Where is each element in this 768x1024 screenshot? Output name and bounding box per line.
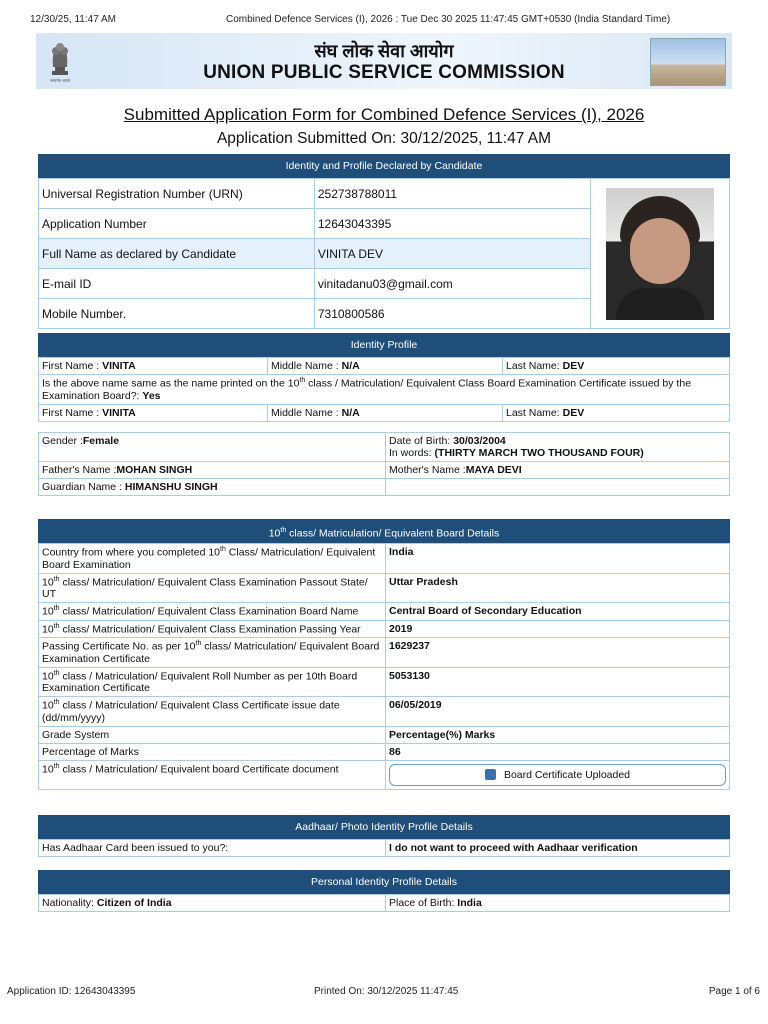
guardian-name-value: HIMANSHU SINGH	[124, 480, 218, 493]
banner-hindi-title: संघ लोक सेवा आयोग	[314, 41, 454, 61]
upsc-banner	[36, 33, 732, 89]
board-section	[38, 519, 730, 790]
gender-value: Female	[82, 434, 120, 447]
full-name-value: VINITA DEV	[314, 239, 590, 269]
aadhaar-heading: Aadhaar/ Photo Identity Profile Details	[38, 815, 730, 839]
first-name-cell-2: First Name : VINITA	[39, 404, 268, 421]
dob-value: 30/03/2004	[453, 434, 506, 447]
last-name-cell-2: Last Name: DEV	[503, 404, 730, 421]
board-row-label: 10th class/ Matriculation/ Equivalent Class Examination Passing Year	[39, 620, 386, 638]
identity-profile-heading: Identity Profile	[38, 333, 730, 357]
board-certificate-label: Board Certificate Uploaded	[503, 768, 631, 781]
email-value: vinitadanu03@gmail.com	[314, 269, 590, 299]
print-doc-title: Combined Defence Services (I), 2026 : Tue Dec 30 2025 11:47:45 GMT+0530 (India Standard Time)	[226, 14, 671, 25]
personal-heading: Personal Identity Profile Details	[38, 870, 730, 894]
board-row-value: 1629237	[386, 638, 730, 668]
board-heading: 10th class/ Matriculation/ Equivalent Board Details	[38, 519, 730, 543]
photo-cell	[591, 179, 730, 329]
page-title: Submitted Application Form for Combined Defence Services (I), 2026	[123, 105, 645, 124]
identity-section	[38, 154, 730, 329]
aadhaar-answer: I do not want to proceed with Aadhaar verification	[386, 840, 730, 857]
dob-words-value: (THIRTY MARCH TWO THOUSAND FOUR)	[434, 446, 644, 459]
last-name-cell: Last Name: DEV	[503, 358, 730, 375]
father-name-value: MOHAN SINGH	[116, 463, 193, 476]
emblem-caption: सत्यमेव जयते	[50, 78, 70, 83]
upsc-building-image	[650, 38, 726, 86]
identity-profile-section	[38, 333, 730, 496]
nationality-cell: Nationality: Citizen of India	[39, 895, 386, 912]
name-match-question: Is the above name same as the name printed on the 10th class / Matriculation/ Equivalent Class Board Examination Certificate issued by the Examination Board?: Yes	[39, 375, 730, 405]
board-row-label: 10th class / Matriculation/ Equivalent Roll Number as per 10th Board Examination Certificate	[39, 667, 386, 697]
footer-application-id: Application ID: 12643043395	[7, 986, 136, 997]
board-row-value: Percentage(%) Marks	[386, 726, 730, 743]
first-name-cell: First Name : VINITA	[39, 358, 268, 375]
board-row-value: Central Board of Secondary Education	[386, 603, 730, 621]
dob-cell: Date of Birth: 30/03/2004 In words: (THIRTY MARCH TWO THOUSAND FOUR)	[386, 432, 730, 461]
place-of-birth-value: India	[457, 897, 482, 909]
aadhaar-question: Has Aadhaar Card been issued to you?:	[39, 840, 386, 857]
nationality-value: Citizen of India	[96, 897, 172, 909]
urn-label: Universal Registration Number (URN)	[39, 179, 315, 209]
footer-printed-on: Printed On: 30/12/2025 11:47:45	[314, 986, 459, 997]
middle-name-cell: Middle Name : N/A	[268, 358, 503, 375]
personal-section	[38, 870, 730, 912]
board-row-label: 10th class/ Matriculation/ Equivalent Class Examination Board Name	[39, 603, 386, 621]
middle-name-cell-2: Middle Name : N/A	[268, 404, 503, 421]
mobile-label: Mobile Number.	[39, 299, 315, 329]
board-row-value: 5053130	[386, 667, 730, 697]
application-number-label: Application Number	[39, 209, 315, 239]
middle-name-value: N/A	[341, 360, 360, 372]
candidate-photo	[606, 188, 714, 320]
board-certificate-button[interactable]	[389, 764, 726, 786]
board-row-value: 86	[386, 743, 730, 760]
board-row-label: Grade System	[39, 726, 386, 743]
application-number-value: 12643043395	[314, 209, 590, 239]
aadhaar-section	[38, 815, 730, 857]
empty-cell	[386, 478, 730, 495]
document-icon	[485, 769, 496, 780]
mother-name-value: MAYA DEVI	[465, 463, 522, 476]
last-name-value: DEV	[562, 360, 585, 372]
print-datetime: 12/30/25, 11:47 AM	[30, 14, 116, 25]
guardian-name-cell: Guardian Name : HIMANSHU SINGH	[39, 478, 386, 495]
full-name-label: Full Name as declared by Candidate	[39, 239, 315, 269]
father-name-cell: Father's Name :MOHAN SINGH	[39, 461, 386, 478]
place-of-birth-cell: Place of Birth: India	[386, 895, 730, 912]
urn-value: 252738788011	[314, 179, 590, 209]
board-row-label: 10th class / Matriculation/ Equivalent Class Certificate issue date (dd/mm/yyyy)	[39, 697, 386, 727]
board-row-label: Country from where you completed 10th Class/ Matriculation/ Equivalent Board Examination	[39, 544, 386, 574]
mobile-value: 7310800586	[314, 299, 590, 329]
mother-name-cell: Mother's Name :MAYA DEVI	[386, 461, 730, 478]
board-row-value: 06/05/2019	[386, 697, 730, 727]
board-row-value: Uttar Pradesh	[386, 573, 730, 603]
name-match-answer: Yes	[142, 389, 161, 402]
banner-english-title: UNION PUBLIC SERVICE COMMISSION	[203, 62, 565, 83]
board-row-value: 2019	[386, 620, 730, 638]
board-row-label: Percentage of Marks	[39, 743, 386, 760]
board-row-label: Passing Certificate No. as per 10th class/ Matriculation/ Equivalent Board Examination Certificate	[39, 638, 386, 668]
footer-page-number: Page 1 of 6	[708, 986, 760, 997]
email-label: E-mail ID	[39, 269, 315, 299]
certificate-doc-label: 10th class / Matriculation/ Equivalent board Certificate document	[39, 760, 386, 789]
submitted-on: Application Submitted On: 30/12/2025, 11:47 AM	[216, 130, 552, 147]
certificate-doc-cell	[386, 760, 730, 789]
first-name-value: VINITA	[102, 360, 136, 372]
board-row-label: 10th class/ Matriculation/ Equivalent Class Examination Passout State/ UT	[39, 573, 386, 603]
board-row-value: India	[386, 544, 730, 574]
identity-heading: Identity and Profile Declared by Candidate	[38, 154, 730, 178]
gender-cell: Gender :Female	[39, 432, 386, 461]
